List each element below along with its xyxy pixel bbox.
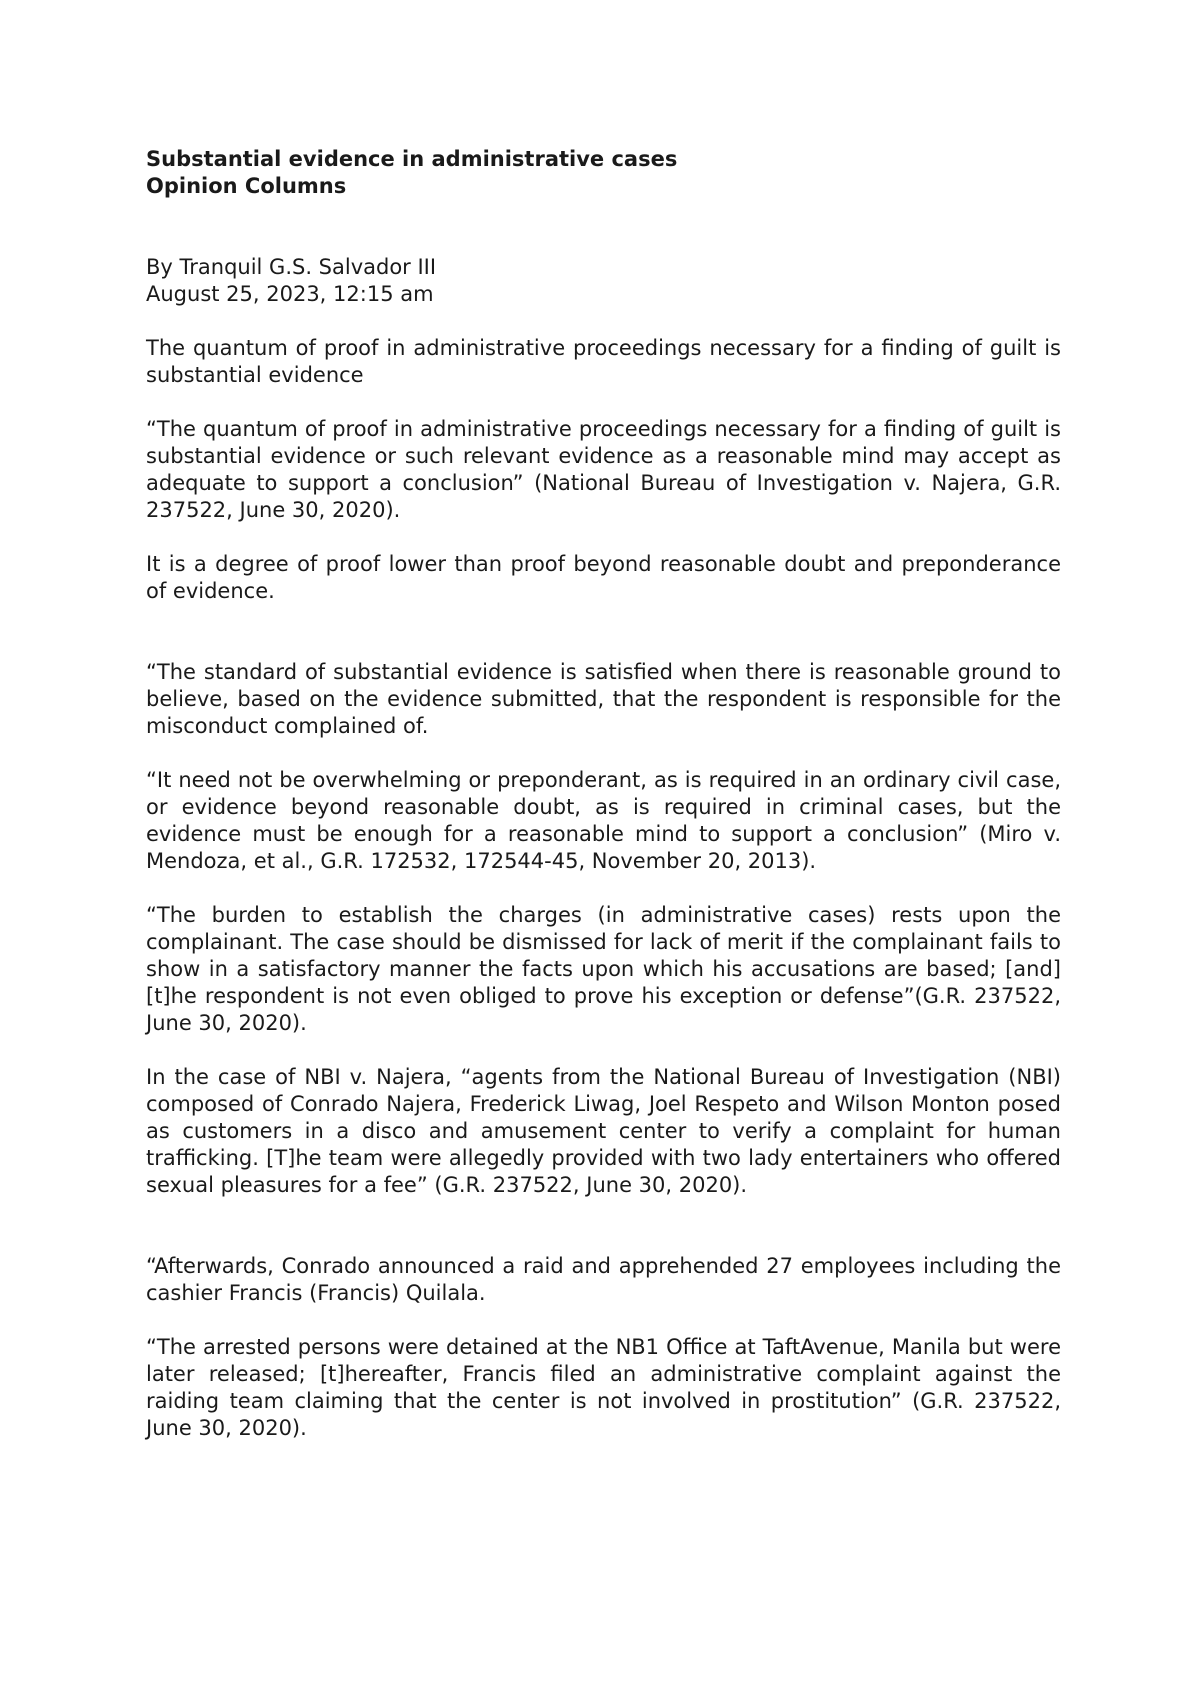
paragraph: “The quantum of proof in administrative proceedings necessary for a finding of guilt is substantial evidence or such relevant evidence as a reasonable mind may accept as adequate to support a conclusion” (National Bureau of Investigation v. Najera, G.R. 237522, June 30, 2020). [146,417,1061,522]
paragraph: “It need not be overwhelming or preponderant, as is required in an ordinary civil case, or evidence beyond reasonable doubt, as is required in criminal cases, but the evidence must be enough for a reasonable mind to support a conclusion” (Miro v. Mendoza, et al., G.R. 172532, 172544-45, November 20, 2013). [146,768,1061,873]
paragraph: “The standard of substantial evidence is satisfied when there is reasonable ground to believe, based on the evidence submitted, that the respondent is responsible for the misconduct complained of. [146,660,1061,738]
paragraph: “Afterwards, Conrado announced a raid and apprehended 27 employees including the cashier Francis (Francis) Quilala. [146,1254,1061,1305]
paragraph: The quantum of proof in administrative proceedings necessary for a finding of guilt is substantial evidence [146,336,1061,387]
article-title: Substantial evidence in administrative cases [146,147,678,171]
article-section: Opinion Columns [146,174,347,198]
article-byline: By Tranquil G.S. Salvador III [146,255,437,279]
paragraph: “The burden to establish the charges (in administrative cases) rests upon the complainant. The case should be dismissed for lack of merit if the complainant fails to show in a satisfactory manner the facts upon which his accusations are based; [and] [t]he respondent is not even obliged to prove his exception or defense”(G.R. 237522, June 30, 2020). [146,903,1061,1035]
paragraph: “The arrested persons were detained at the NB1 Office at TaftAvenue, Manila but were later released; [t]hereafter, Francis filed an administrative complaint against the raiding team claiming that the center is not involved in prostitution” (G.R. 237522, June 30, 2020). [146,1335,1061,1440]
article-date: August 25, 2023, 12:15 am [146,282,434,306]
paragraph: In the case of NBI v. Najera, “agents from the National Bureau of Investigation (NBI) composed of Conrado Najera, Frederick Liwag, Joel Respeto and Wilson Monton posed as customers in a disco and amusement center to verify a complaint for human trafficking. [T]he team were allegedly provided with two lady entertainers who offered sexual pleasures for a fee” (G.R. 237522, June 30, 2020). [146,1065,1061,1197]
article-body [146,146,1061,1442]
paragraph: It is a degree of proof lower than proof beyond reasonable doubt and preponderance of evidence. [146,552,1061,603]
